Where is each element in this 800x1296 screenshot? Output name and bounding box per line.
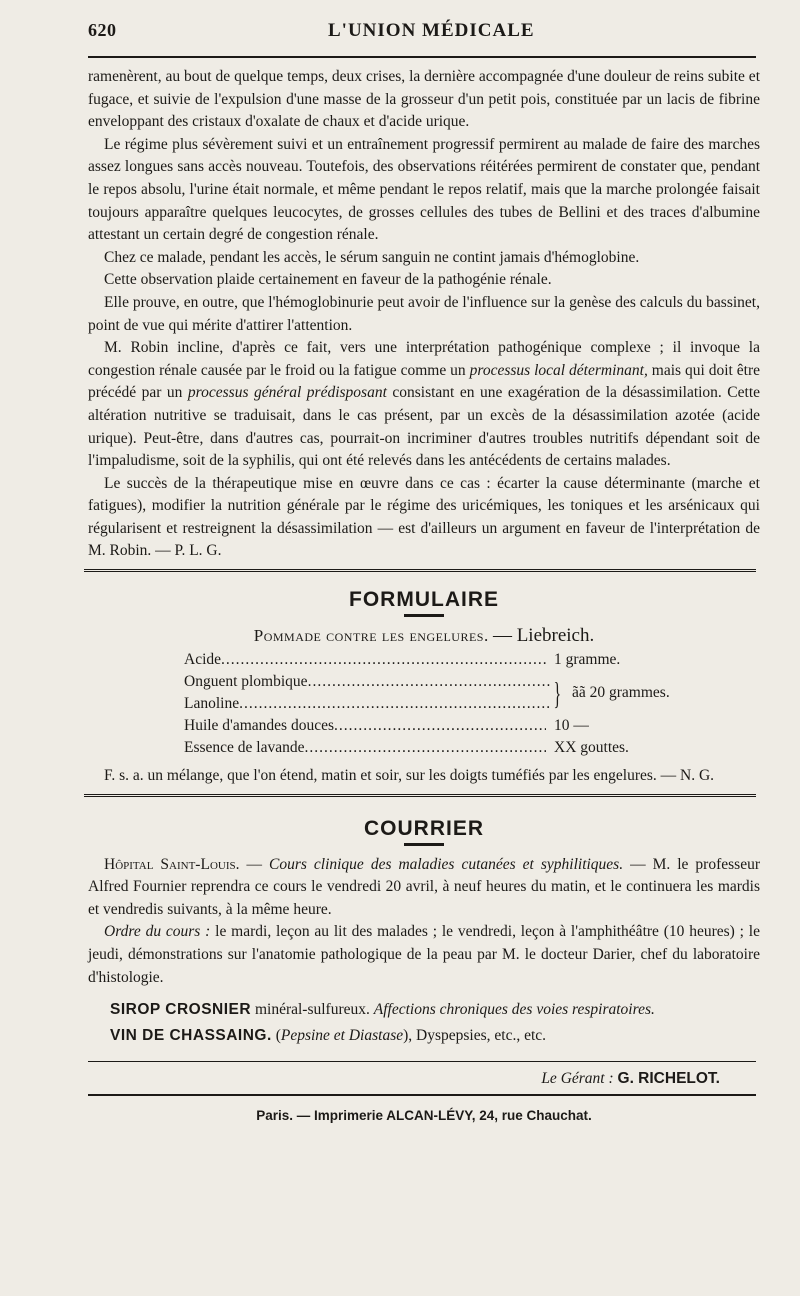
- robin-italic-2: processus général prédisposant: [187, 384, 387, 402]
- ingredient-row: [184, 671, 550, 693]
- page-header: [88, 20, 760, 50]
- ad-brand: SIROP CROSNIER: [110, 1001, 252, 1019]
- ingredient-row: [184, 693, 550, 715]
- ad-text: (: [271, 1027, 281, 1045]
- formulaire-title: FORMULAIRE: [349, 588, 499, 612]
- paragraph-serum: Chez ce malade, pendant les accès, le sérum sanguin ne contint jamais d'hémoglobine.: [104, 248, 640, 266]
- paragraph-regime: Le régime plus sévèrement suivi et un entraînement progressif permirent au malade de faire des marches assez longues sans accès nouveau. Toutefois, des observations réitérées permirent de constater que, pendant le repos absolu, l'urine était normale, et même pendant le repos relatif, mais que la marche prolongée faisait toujours apparaître quelques leucocytes, de grosses cellules des tubes de Bellini et des traces d'albumine attestant un certain degré de congestion rénale.: [88, 135, 760, 244]
- robin-italic-1: processus local déterminant,: [469, 361, 648, 379]
- ad-sirop: [110, 997, 760, 1023]
- ingredient-row: [184, 649, 724, 671]
- ingredient-name: Acide: [184, 651, 222, 669]
- ingredient-name: Essence de lavande: [184, 739, 305, 757]
- ingredient-name: Lanoline: [184, 695, 240, 713]
- paragraph-hopital: [88, 854, 760, 922]
- ad-brand: VIN DE CHASSAING.: [110, 1027, 272, 1045]
- leader-dots: [305, 737, 547, 759]
- courrier-title: COURRIER: [363, 816, 484, 840]
- ad-italic: Pepsine et Diastase: [280, 1027, 404, 1045]
- ingredient-name: Onguent plombique: [184, 673, 308, 691]
- gerant-line: [88, 1070, 760, 1088]
- recipe-usage: F. s. a. un mélange, que l'on étend, matin et soir, sur les doigts tuméfiés par les engelures. — N. G.: [104, 767, 715, 785]
- ingredient-qty: 1 gramme.: [554, 651, 621, 669]
- ingredient-qty: 10 —: [554, 717, 589, 735]
- leader-dots: [221, 649, 546, 671]
- robin-text-1: M. Robin incline, d'après ce fait, vers une interprétation pathogénique complexe ; il invoque la congestion rénale causée par le froid ou la fatigue comme un: [88, 339, 760, 379]
- ingredient-group-qty: ãã 20 grammes.: [572, 684, 670, 702]
- paragraph-therapeutique: Le succès de la thérapeutique mise en œuvre dans ce cas : écarter la cause déterminante (marche et fatigues), modifier la nutrition générale par le régime des uricémiques, les toniques et les arsénicaux qui régularisent et restreignent la désassimilation — est d'ailleurs un argument en faveur de l'interprétation de M. Robin. — P. L. G.: [88, 474, 760, 560]
- ingredient-row: [184, 737, 724, 759]
- bottom-rule: [88, 1094, 756, 1096]
- order-text: le mardi, leçon au lit des malades ; le vendredi, leçon à l'amphithéâtre (10 heures) ; le jeudi, démonstrations sur l'anatomie pathologique de la peau par M. le docteur Darier, chef du laboratoire d'histologie.: [88, 923, 760, 986]
- paragraph-robin: [88, 337, 760, 473]
- leader-dots: [239, 693, 550, 715]
- ingredient-row: [184, 715, 724, 737]
- footer-rule: [88, 1061, 756, 1062]
- journal-title: L'UNION MÉDICALE: [328, 20, 535, 41]
- ad-vin: [110, 1023, 760, 1049]
- recipe-title: [88, 625, 760, 647]
- gerant-label: Le Gérant :: [541, 1070, 614, 1088]
- ingredient-name: Huile d'amandes douces: [184, 717, 334, 735]
- ad-italic: Affections chroniques des voies respiratoires.: [373, 1001, 655, 1019]
- section-divider-formulaire: [84, 569, 756, 572]
- paragraph-ordre: [88, 921, 760, 989]
- paragraph-observation: Cette observation plaide certainement en faveur de la pathogénie rénale.: [104, 271, 552, 289]
- order-label: Ordre du cours :: [104, 923, 211, 941]
- announcement-text: — M. le professeur Alfred Fournier reprendra ce cours le vendredi 20 avril, à neuf heures du matin, et le continuera les mardis et vendredis suivants, à la même heure.: [88, 855, 760, 918]
- ad-after: ), Dyspepsies, etc., etc.: [403, 1027, 547, 1045]
- robin-text-2: mais qui doit être précédé par un: [88, 361, 761, 402]
- formulaire-title-dash: [404, 614, 444, 617]
- brace-glyph: }: [553, 675, 562, 712]
- leader-dots: [308, 671, 550, 693]
- hospital-label: Hôpital Saint-Louis.: [104, 855, 240, 873]
- ingredient-group-names: [184, 671, 550, 715]
- dash: —: [239, 855, 269, 873]
- course-title: Cours clinique des maladies cutanées et syphilitiques.: [268, 855, 624, 873]
- ad-text: minéral-sulfureux.: [251, 1001, 374, 1019]
- leader-dots: [334, 715, 546, 737]
- printer-line: Paris. — Imprimerie ALCAN-LÉVY, 24, rue Chauchat.: [256, 1108, 592, 1124]
- robin-text-3: consistant en une exagération de la désassimilation. Cette altération nutritive se traduisait, dans le cas présent, par un excès de la désassimilation azotée (acide urique). Peut-être, dans d'autres cas, pourrait-on incriminer d'autres troubles nutritifs dépendant soit de l'impaludisme, soit de la syphilis, qui ont été relevés dans les antécédents de certains malades.: [88, 384, 761, 470]
- advertisements: [88, 997, 760, 1049]
- ingredient-qty: XX gouttes.: [554, 739, 629, 757]
- recipe-author: — Liebreich.: [492, 625, 595, 647]
- section-divider-courrier: [84, 794, 756, 797]
- ingredient-group: [184, 671, 724, 715]
- page-number: 620: [88, 20, 117, 40]
- recipe-name: Pommade contre les engelures.: [253, 626, 489, 646]
- header-rule: [88, 56, 756, 58]
- ingredient-list: [184, 649, 724, 759]
- gerant-name: G. RICHELOT.: [617, 1070, 720, 1088]
- paragraph-hemoglobinurie: Elle prouve, en outre, que l'hémoglobinurie peut avoir de l'influence sur la genèse des calculs du bassinet, point de vue qui mérite d'attirer l'attention.: [88, 293, 760, 334]
- paragraph-crises: ramenèrent, au bout de quelque temps, deux crises, la dernière accompagnée d'une douleur de reins subite et fugace, et suivie de l'expulsion d'une masse de la grosseur d'un petit pois, constituée par un lacis de fibrine enveloppant des cristaux d'oxalate de chaux et d'acide urique.: [88, 68, 760, 131]
- courrier-title-dash: [404, 843, 444, 846]
